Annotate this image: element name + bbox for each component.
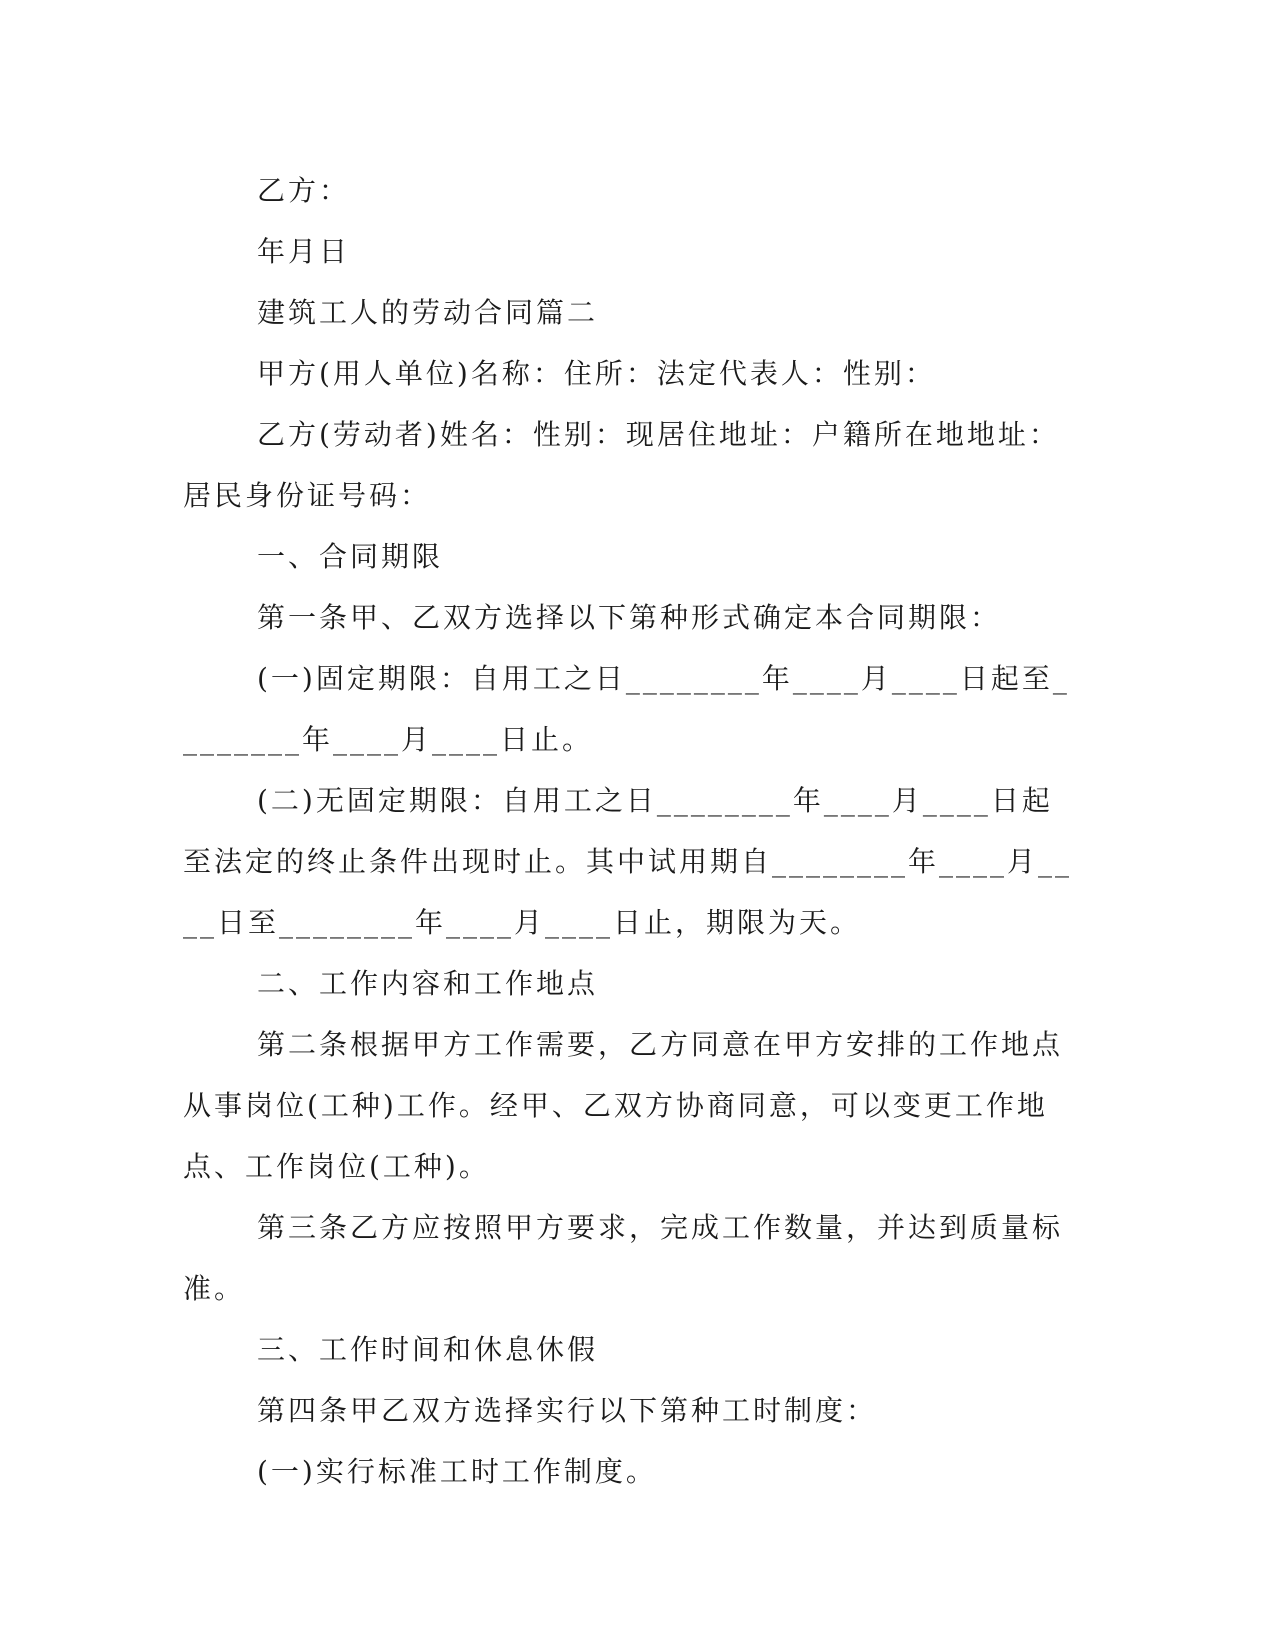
open-term-clause: (二)无固定期限：自用工之日________年____月____日起至法定的终止条件出现时止。其中试用期自________年____月____日至________年____月____日止，期限为天。	[183, 784, 1073, 939]
party-b-label: 乙方：	[257, 174, 351, 207]
clause-heading-work-content: 二、工作内容和工作地点	[257, 967, 599, 1000]
section-heading: 建筑工人的劳动合同篇二	[257, 296, 599, 329]
article-4: 第四条甲乙双方选择实行以下第种工时制度：	[257, 1394, 878, 1427]
standard-hours-clause: (一)实行标准工时工作制度。	[257, 1455, 657, 1488]
date-line: 年月日	[257, 235, 351, 268]
fixed-term-clause: (一)固定期限：自用工之日________年____月____日起至________年____月____日止。	[183, 662, 1070, 756]
document-page	[183, 160, 1083, 1502]
clause-heading-contract-term: 一、合同期限	[257, 540, 444, 573]
article-2: 第二条根据甲方工作需要，乙方同意在甲方安排的工作地点从事岗位(工种)工作。经甲、乙双方协商同意，可以变更工作地点、工作岗位(工种)。	[183, 1028, 1064, 1183]
clause-heading-work-hours: 三、工作时间和休息休假	[257, 1333, 599, 1366]
party-a-info: 甲方(用人单位)名称：住所：法定代表人：性别：	[257, 357, 936, 390]
article-3: 第三条乙方应按照甲方要求，完成工作数量，并达到质量标准。	[183, 1211, 1064, 1305]
party-b-info: 乙方(劳动者)姓名：性别：现居住地址：户籍所在地地址：居民身份证号码：	[183, 418, 1060, 512]
article-1: 第一条甲、乙双方选择以下第种形式确定本合同期限：	[257, 601, 1002, 634]
